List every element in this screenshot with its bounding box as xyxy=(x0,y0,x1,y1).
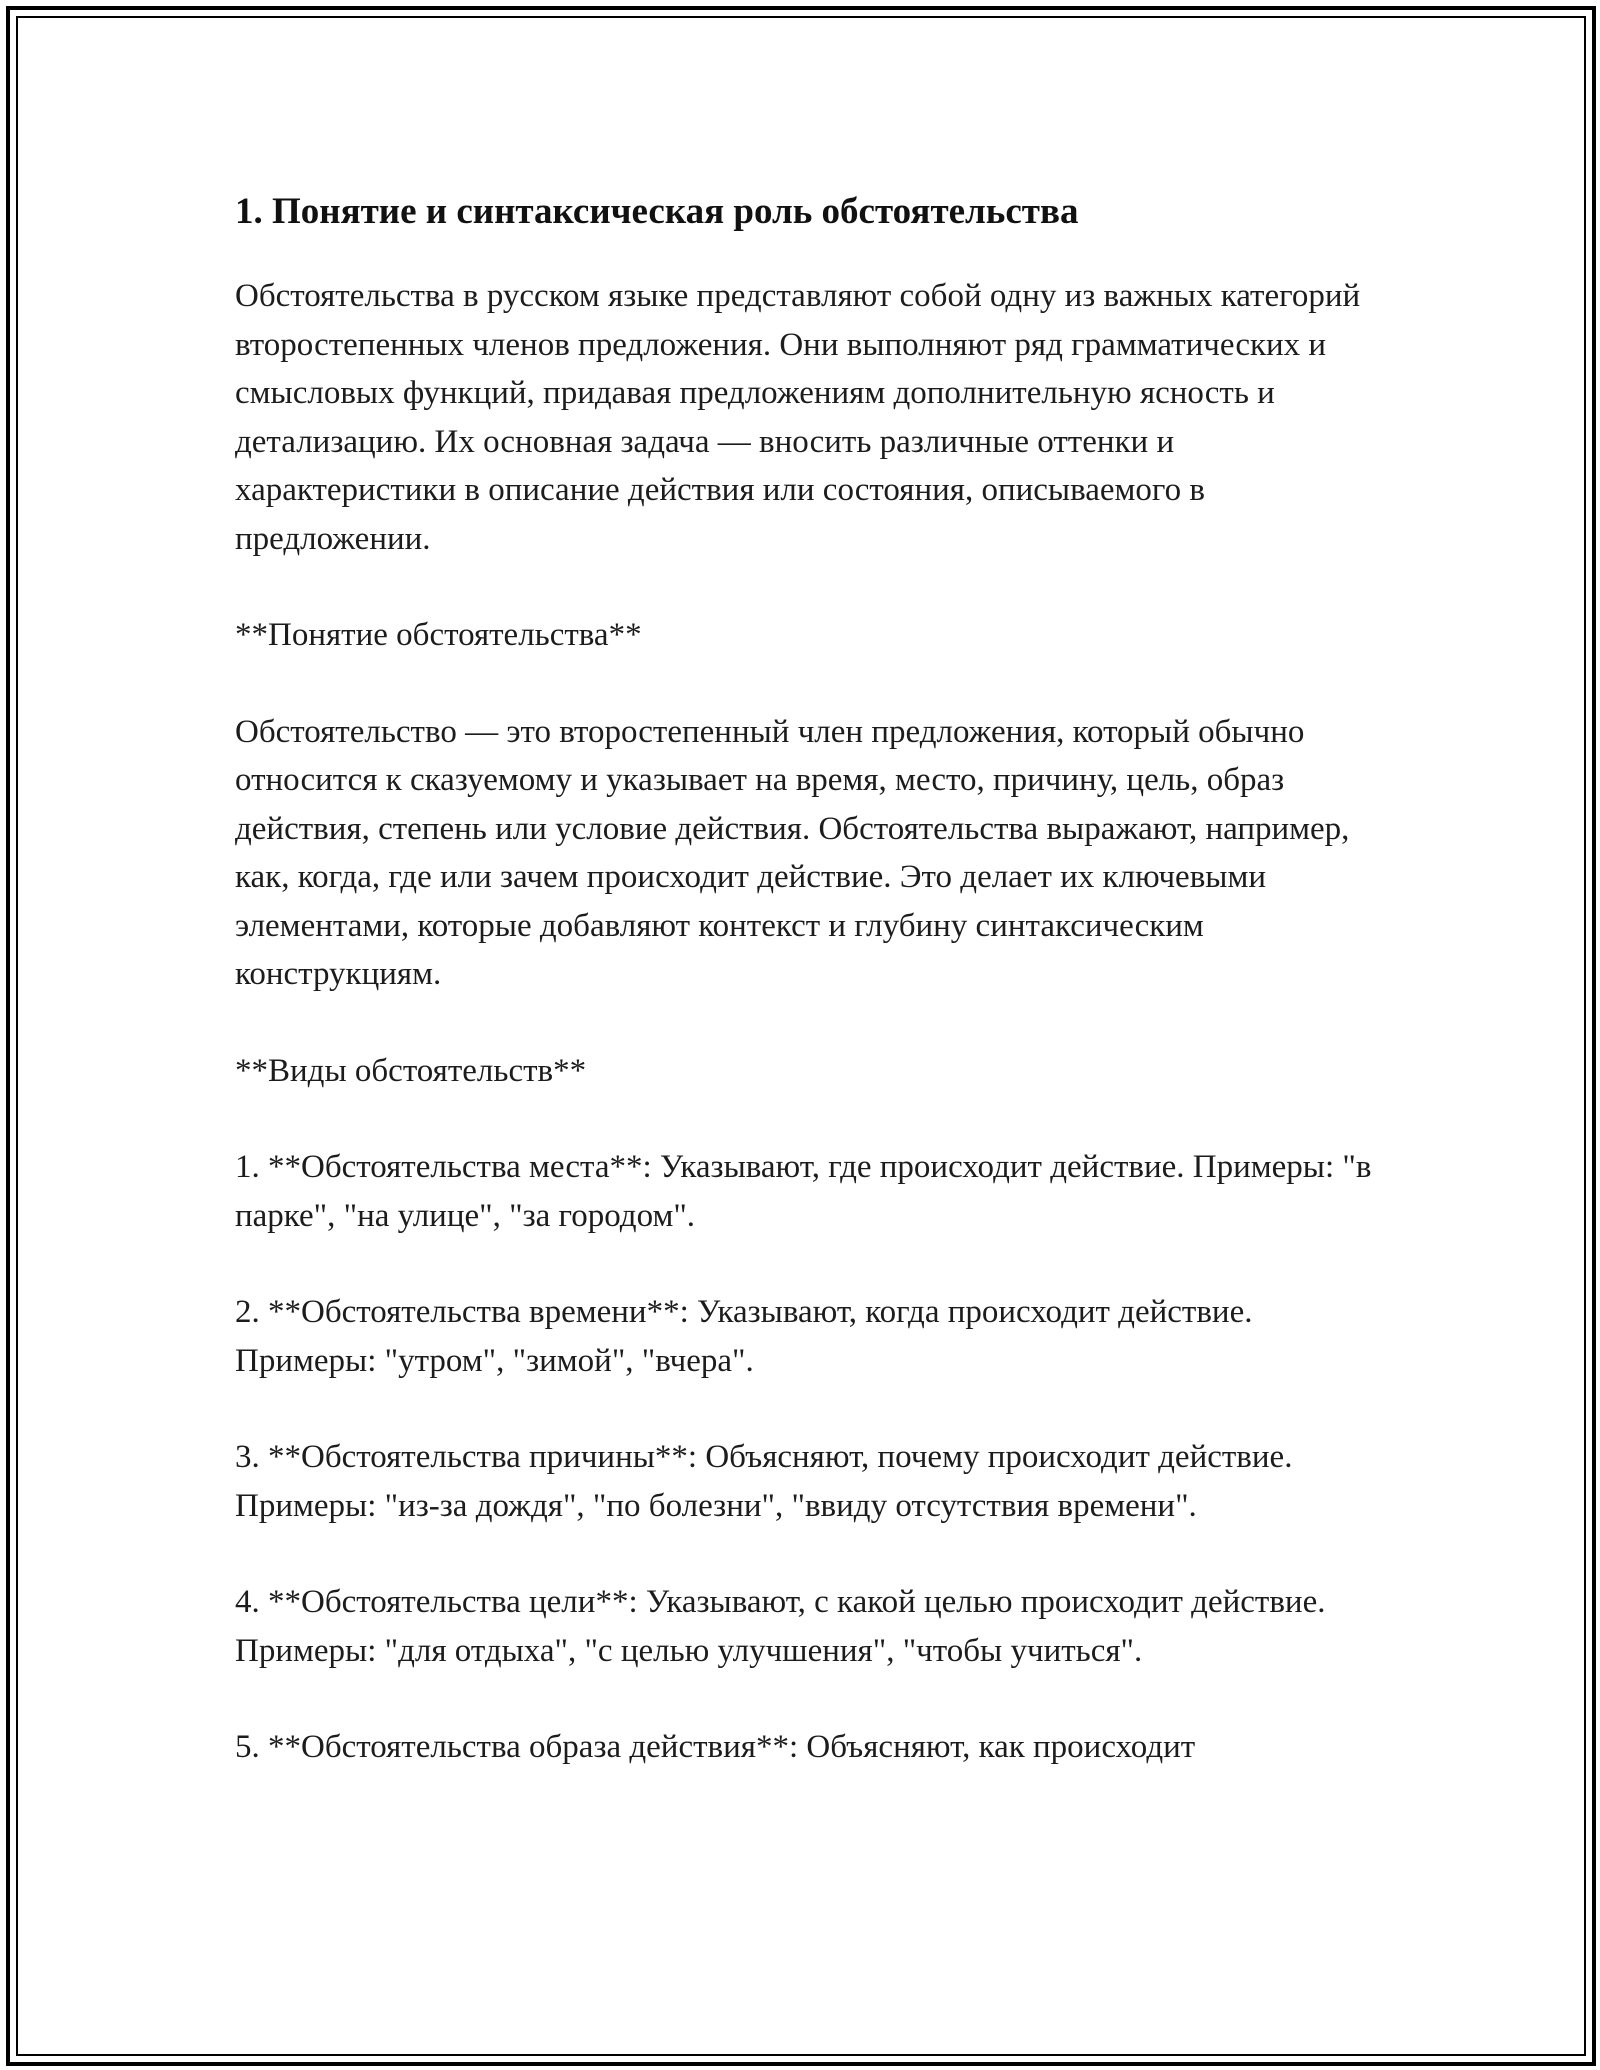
subheading-types: **Виды обстоятельств** xyxy=(235,1052,587,1089)
list-item-time: 2. **Обстоятельства времени**: Указывают, когда происходит действие. Примеры: "утром", "зимой", "вчера". xyxy=(235,1294,1253,1379)
list-item-place: 1. **Обстоятельства места**: Указывают, где происходит действие. Примеры: "в парке", "на улице", "за городом". xyxy=(235,1149,1372,1234)
section-heading: 1. Понятие и синтаксическая роль обстоятельства xyxy=(235,191,1079,232)
list-item-purpose: 4. **Обстоятельства цели**: Указывают, с какой целью происходит действие. Примеры: "для отдыха", "с целью улучшения", "чтобы учиться". xyxy=(235,1584,1326,1669)
intro-paragraph: Обстоятельства в русском языке представляют собой одну из важных категорий второстепенных членов предложения. Они выполняют ряд грамматических и смысловых функций, придавая предложениям дополнительную ясность и детализацию. Их основная задача — вносить различные оттенки и характеристики в описание действия или состояния, описываемого в предложении. xyxy=(235,278,1361,557)
list-item-manner: 5. **Обстоятельства образа действия**: Объясняют, как происходит xyxy=(235,1729,1196,1765)
list-item-cause: 3. **Обстоятельства причины**: Объясняют, почему происходит действие. Примеры: "из-за дождя", "по болезни", "ввиду отсутствия времени". xyxy=(235,1439,1293,1524)
definition-paragraph: Обстоятельство — это второстепенный член предложения, который обычно относится к сказуемому и указывает на время, место, причину, цель, образ действия, степень или условие действия. Обстоятельства выражают, например, как, когда, где или зачем происходит действие. Это делает их ключевыми элементами, которые добавляют контекст и глубину синтаксическим конструкциям. xyxy=(235,713,1350,992)
subheading-concept: **Понятие обстоятельства** xyxy=(235,617,642,653)
document-body xyxy=(235,188,1375,1820)
